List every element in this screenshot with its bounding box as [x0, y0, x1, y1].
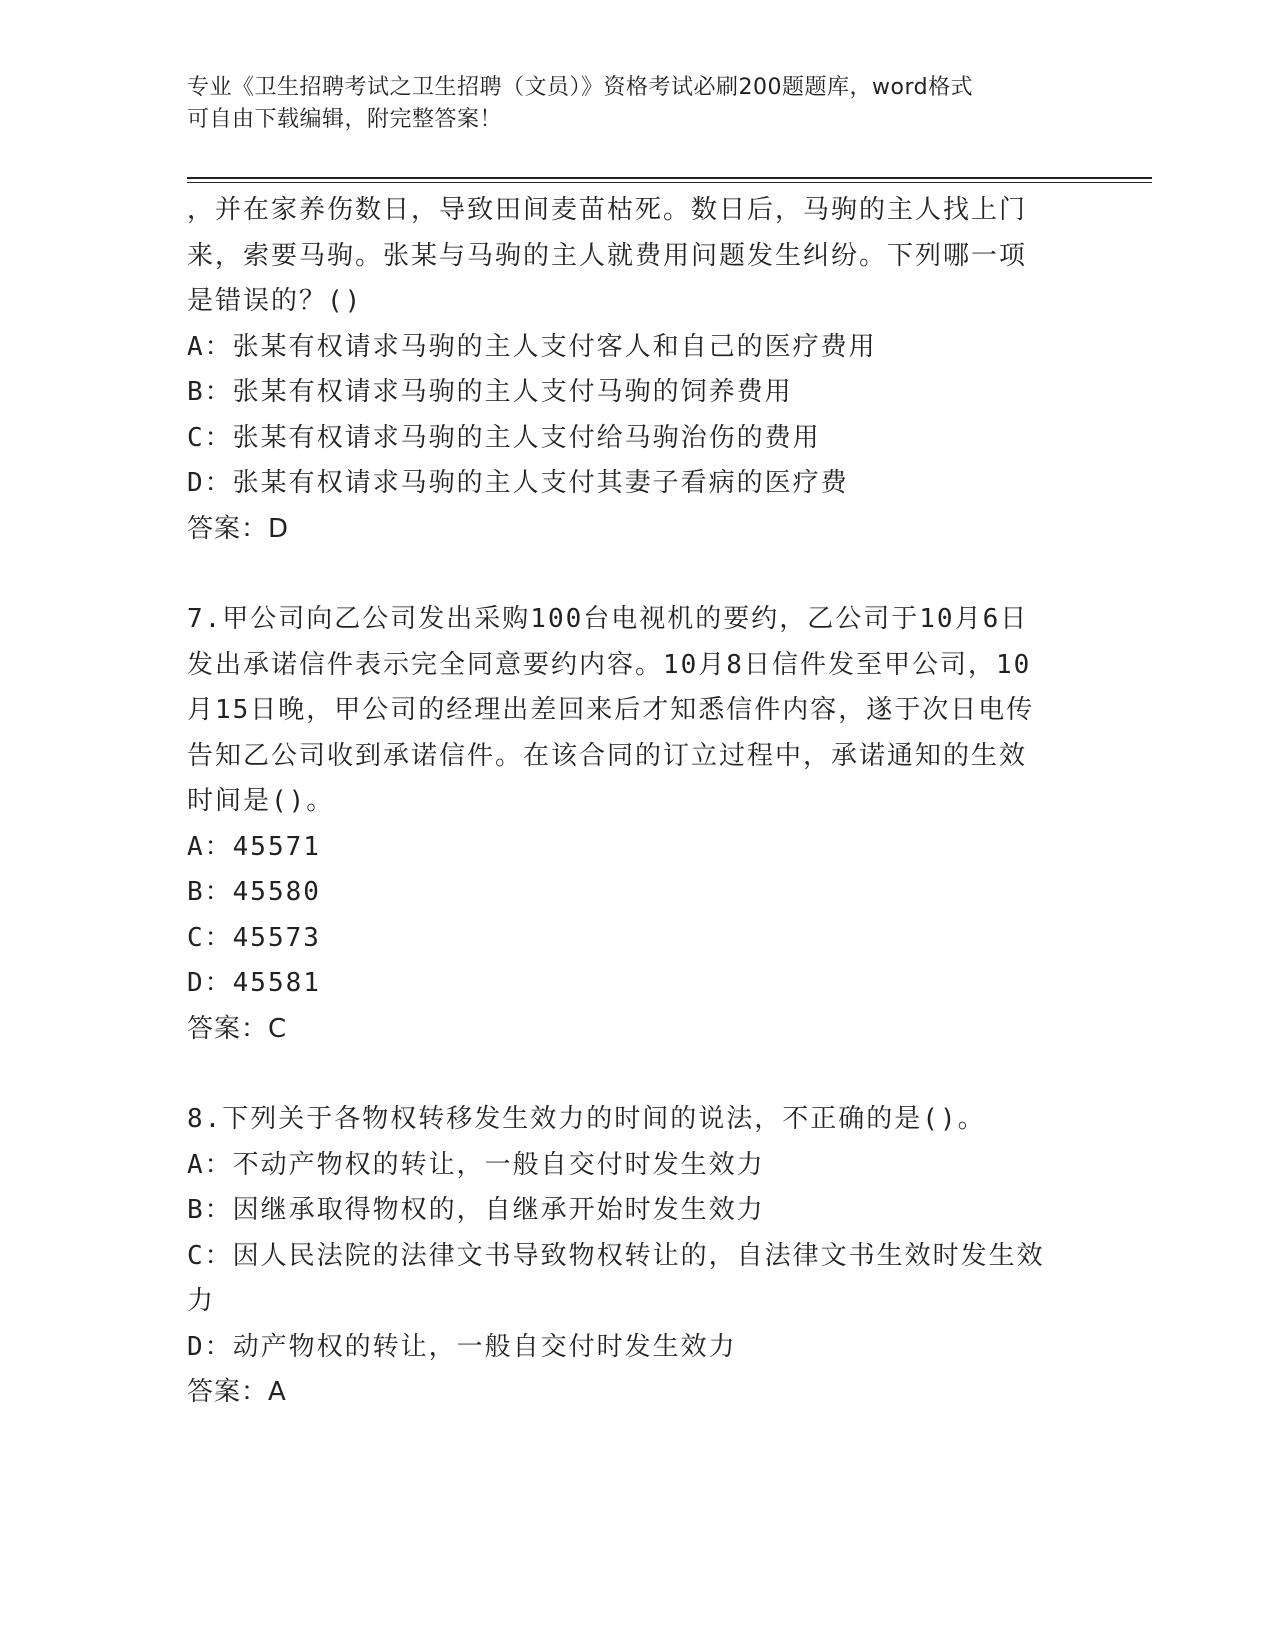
header-divider-thick [187, 177, 1152, 179]
option-d: D：动产物权的转让，一般自交付时发生效力 [187, 1331, 737, 1362]
question-stem-line: 告知乙公司收到承诺信件。在该合同的订立过程中，承诺通知的生效 [187, 740, 1028, 771]
option-c-continued: 力 [187, 1286, 216, 1316]
question-spacer [187, 1052, 1077, 1097]
header-divider-thin [187, 182, 1152, 183]
option-a: A：不动产物权的转让，一般自交付时发生效力 [187, 1149, 765, 1180]
question-stem-line: 时间是()。 [187, 786, 335, 816]
question-spacer [187, 552, 1077, 597]
option-b: B：张某有权请求马驹的主人支付马驹的饲养费用 [187, 377, 793, 407]
header-line-2: 可自由下载编辑，附完整答案！ [187, 107, 503, 132]
question-stem-line: 月15日晚，甲公司的经理出差回来后才知悉信件内容，遂于次日电传 [187, 695, 1035, 725]
option-b: B：45580 [187, 877, 321, 907]
option-c: C：45573 [187, 922, 321, 953]
question-stem-line: 来，索要马驹。张某与马驹的主人就费用问题发生纠纷。下列哪一项 [187, 240, 1028, 271]
question-stem-line: 发出承诺信件表示完全同意要约内容。10月8日信件发至甲公司，10 [187, 649, 1032, 680]
header-line-1: 专业《卫生招聘考试之卫生招聘（文员）》资格考试必刷200题题库，word格式 [187, 75, 974, 100]
question-6 [187, 188, 1077, 552]
option-b: B：因继承取得物权的，自继承开始时发生效力 [187, 1195, 765, 1225]
option-c: C：因人民法院的法律文书导致物权转让的，自法律文书生效时发生效 [187, 1240, 1045, 1271]
answer-line: 答案：D [187, 513, 290, 544]
question-stem-line: 是错误的？() [187, 286, 363, 316]
option-d: D：张某有权请求马驹的主人支付其妻子看病的医疗费 [187, 468, 849, 498]
document-header [187, 72, 1067, 136]
question-7 [187, 597, 1077, 1052]
question-content [187, 188, 1077, 1416]
option-a: A：45571 [187, 831, 321, 862]
answer-line: 答案：C [187, 1013, 288, 1044]
question-8 [187, 1097, 1077, 1416]
question-stem-line: ，并在家养伤数日，导致田间麦苗枯死。数日后，马驹的主人找上门 [187, 195, 1028, 225]
answer-line: 答案：A [187, 1377, 287, 1407]
question-stem-line: 8.下列关于各物权转移发生效力的时间的说法，不正确的是()。 [187, 1104, 986, 1134]
option-d: D：45581 [187, 968, 321, 998]
option-c: C：张某有权请求马驹的主人支付给马驹治伤的费用 [187, 422, 821, 453]
option-a: A：张某有权请求马驹的主人支付客人和自己的医疗费用 [187, 331, 877, 362]
question-stem-line: 7.甲公司向乙公司发出采购100台电视机的要约，乙公司于10月6日 [187, 604, 1029, 634]
